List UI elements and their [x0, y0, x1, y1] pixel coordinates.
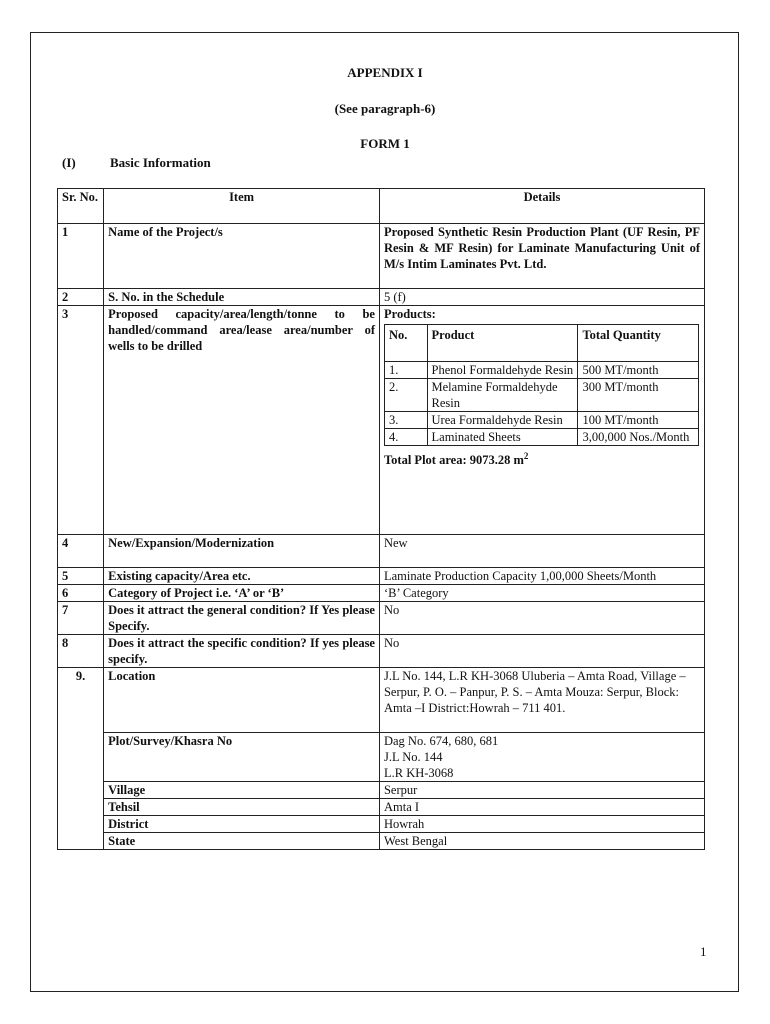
- row-details: ‘B’ Category: [379, 585, 704, 602]
- form-title: FORM 1: [360, 136, 410, 151]
- product-name: Laminated Sheets: [427, 429, 578, 446]
- appendix-title: APPENDIX I: [347, 65, 423, 80]
- section-title: Basic Information: [110, 155, 211, 170]
- table-row: [58, 535, 705, 568]
- location-sub-item: State: [104, 833, 380, 850]
- row-details: New: [379, 535, 704, 568]
- table-row: [58, 224, 705, 289]
- location-sub-item: Plot/Survey/Khasra No: [104, 733, 380, 782]
- table-row: [58, 816, 705, 833]
- location-sub-details: [379, 733, 704, 782]
- table-row: [58, 635, 705, 668]
- location-sub-item: Tehsil: [104, 799, 380, 816]
- row-item: Proposed capacity/area/length/tonne to be handled/command area/lease area/number of wells to be drilled: [104, 306, 380, 535]
- column-header-item: Item: [104, 189, 380, 224]
- product-qty: 300 MT/month: [578, 379, 699, 412]
- table-row: [58, 306, 705, 535]
- plot-area-text: Total Plot area: 9073.28 m: [383, 453, 524, 468]
- table-row: [58, 733, 705, 782]
- table-row: [58, 602, 705, 635]
- location-sub-details: Serpur: [379, 782, 704, 799]
- location-sub-item: District: [104, 816, 380, 833]
- product-no: 1.: [384, 362, 427, 379]
- row-sr: 7: [58, 602, 104, 635]
- table-header-row: [58, 189, 705, 224]
- products-row: [384, 412, 698, 429]
- products-row: [384, 429, 698, 446]
- products-label: Products:: [383, 307, 436, 321]
- detail-line: J.L No. 144: [383, 750, 443, 764]
- total-plot-area: [384, 448, 700, 468]
- table-row: [58, 668, 705, 733]
- product-name: Urea Formaldehyde Resin: [427, 412, 578, 429]
- product-qty: 100 MT/month: [578, 412, 699, 429]
- product-no: 4.: [384, 429, 427, 446]
- row-sr: 3: [58, 306, 104, 535]
- products-header-no: No.: [384, 325, 427, 362]
- basic-information-table: [57, 188, 705, 850]
- row-item: New/Expansion/Modernization: [104, 535, 380, 568]
- row-details: No: [379, 635, 704, 668]
- page-number: 1: [700, 944, 707, 959]
- detail-line: Dag No. 674, 680, 681: [383, 734, 499, 748]
- products-row: [384, 379, 698, 412]
- location-sub-details: West Bengal: [379, 833, 704, 850]
- products-header-qty: Total Quantity: [578, 325, 699, 362]
- row-item: S. No. in the Schedule: [104, 289, 380, 306]
- products-row: [384, 362, 698, 379]
- row-item: Category of Project i.e. ‘A’ or ‘B’: [104, 585, 380, 602]
- location-sub-details: Amta I: [379, 799, 704, 816]
- product-name: Phenol Formaldehyde Resin: [427, 362, 578, 379]
- row-sr: 1: [58, 224, 104, 289]
- table-row: [58, 289, 705, 306]
- row-sr: 6: [58, 585, 104, 602]
- row-sr: 4: [58, 535, 104, 568]
- row-sr: 5: [58, 568, 104, 585]
- product-no: 3.: [384, 412, 427, 429]
- row-details: No: [379, 602, 704, 635]
- products-table: [384, 324, 699, 446]
- row-item: Name of the Project/s: [104, 224, 380, 289]
- row-sr: 9.: [58, 668, 104, 850]
- table-row: [58, 782, 705, 799]
- products-header-product: Product: [427, 325, 578, 362]
- row-item: Existing capacity/Area etc.: [104, 568, 380, 585]
- location-sub-details: Howrah: [379, 816, 704, 833]
- product-qty: 3,00,000 Nos./Month: [578, 429, 699, 446]
- paragraph-reference: (See paragraph-6): [334, 101, 436, 116]
- column-header-details: Details: [379, 189, 704, 224]
- row-item: Does it attract the general condition? If Yes please Specify.: [104, 602, 380, 635]
- section-heading: [62, 155, 211, 171]
- location-sub-item: Village: [104, 782, 380, 799]
- products-header-row: [384, 325, 698, 362]
- product-name: Melamine Formaldehyde Resin: [427, 379, 578, 412]
- table-row: [58, 833, 705, 850]
- table-row: [58, 585, 705, 602]
- row-item: Does it attract the specific condition? If yes please specify.: [104, 635, 380, 668]
- section-number: (I): [62, 155, 76, 170]
- products-cell: [379, 306, 704, 535]
- row-details: Laminate Production Capacity 1,00,000 Sheets/Month: [379, 568, 704, 585]
- table-row: [58, 799, 705, 816]
- row-sr: 2: [58, 289, 104, 306]
- product-qty: 500 MT/month: [578, 362, 699, 379]
- plot-area-superscript: 2: [523, 451, 529, 461]
- table-row: [58, 568, 705, 585]
- row-details: J.L No. 144, L.R KH-3068 Uluberia – Amta Road, Village – Serpur, P. O. – Panpur, P. S. – Amta Mouza: Serpur, Block: Amta –I District:Howrah – 711 401.: [379, 668, 704, 733]
- row-sr: 8: [58, 635, 104, 668]
- row-details: Proposed Synthetic Resin Production Plant (UF Resin, PF Resin & MF Resin) for Laminate Manufacturing Unit of M/s Intim Laminates Pvt. Ltd.: [379, 224, 704, 289]
- row-item: Location: [104, 668, 380, 733]
- column-header-sr-no: Sr. No.: [58, 189, 104, 224]
- detail-line: L.R KH-3068: [383, 766, 454, 780]
- product-no: 2.: [384, 379, 427, 412]
- row-details: 5 (f): [379, 289, 704, 306]
